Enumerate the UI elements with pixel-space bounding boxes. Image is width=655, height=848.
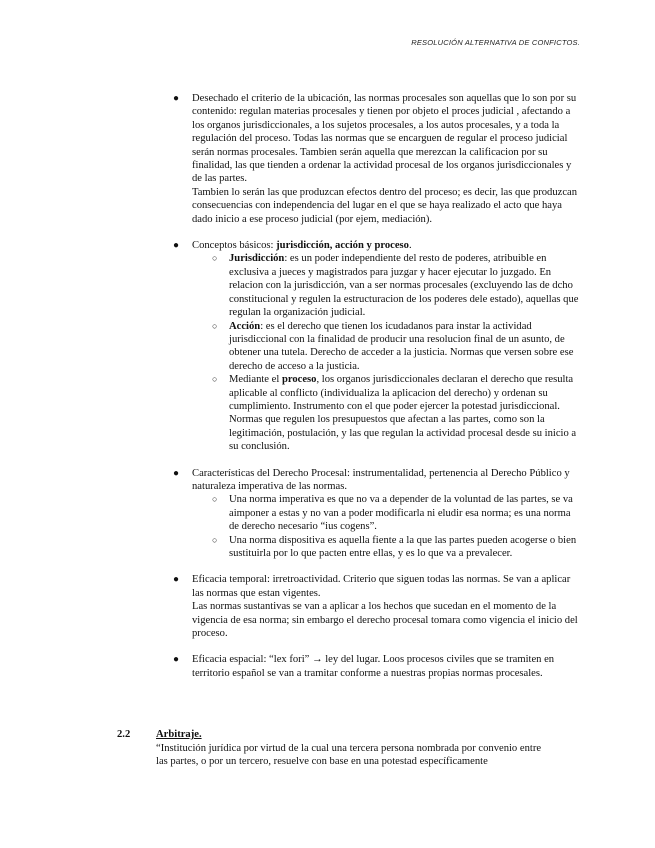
paragraph: Las normas sustantivas se van a aplicar a los hechos que sucedan en el momento de la vigencia de esa norma; sin embargo el derecho procesal tomara como vigencia el inicio del proceso.	[192, 601, 578, 640]
subbullet-icon: ○	[212, 534, 218, 545]
bullet-list	[173, 92, 583, 680]
sub-list-item: ○ Jurisdicción: es un poder independiente del resto de poderes, atribuible en exclusiva a jueces y magistrados para juzgar y hacer ejecutar lo juzgado. En relacion con la jurisdicción, van a ser normas procesales (excluyendo las de dcho constitucional y regulen la estructuracion de los poderes dele estado), aquellas que regulan la organización judicial.	[212, 253, 579, 319]
list-item	[173, 92, 583, 226]
bullet-icon: ●	[173, 574, 180, 586]
bullet-icon: ●	[173, 654, 180, 666]
paragraph: Desechado el criterio de la ubicación, las normas procesales son aquellas que lo son por su contenido: regulan materias procesales y tienen por objeto el proces judicial , afectando a los organos jurisdiccionales, a los sujetos procesales, a los autos procesales, y a toda la regulación del proceso. Todas las normas que se encarguen de regular el proceso judicial serán normas procesales. Tambien serán aquella que merezcan la calificacion por su finalidad, las que tienden a ordenar la actividad procesal de los organos jurisdiccionales y de las partes.	[192, 93, 577, 185]
subbullet-icon: ○	[212, 320, 218, 331]
paragraph: Eficacia temporal: irretroactividad. Criterio que siguen todas las normas. Se van a aplicar las normas que estan vigentes.	[192, 574, 571, 599]
bullet-icon: ●	[173, 240, 180, 252]
bullet-icon: ●	[173, 467, 180, 479]
subbullet-icon: ○	[212, 253, 218, 264]
bullet-icon: ●	[173, 93, 180, 104]
running-header: RESOLUCIÓN ALTERNATIVA DE CONFICTOS.	[411, 38, 580, 47]
sub-list-item: ○ Mediante el proceso, los organos jurisdiccionales declaran el derecho que resulta aplicable al conflicto (individualiza la aplicacion del derecho) y ordenan su cumplimiento. Instrumento con el que poder ejercer la potestad jurisdiccional. Normas que regulen los presupuestos que afectan a las partes, como son la legitimación, postulación, y las que regulan la actividad procesal desde su inicio a su conclusión.	[212, 374, 577, 453]
list-item	[173, 653, 583, 680]
paragraph: Características del Derecho Procesal: instrumentalidad, pertenencia al Derecho Público y naturaleza imperativa de las normas.	[192, 467, 570, 492]
section-number: 2.2	[117, 729, 131, 740]
section-body: “Institución jurídica por virtud de la cual una tercera persona nombrada por convenio entre las partes, o por un tercero, resuelve con base en una potestad específicamente	[156, 743, 542, 768]
subbullet-icon: ○	[212, 494, 218, 505]
paragraph: Conceptos básicos: jurisdicción, acción y proceso.	[192, 240, 412, 252]
sub-list-item: ○ Acción: es el derecho que tienen los icudadanos para instar la actividad jurisdiccional con la finalidad de producir una resolucion final de un asunto, de obtener una tutela. Derecho de acceder a la justicia. Normas que versen sobre ese derecho de acceso a la justicia.	[212, 320, 574, 372]
subbullet-icon: ○	[212, 374, 218, 385]
sub-list-item: ○ Una norma dispositiva es aquella fiente a la que las partes pueden acogerse o bien sustituirla por lo que pacten entre ellas, y es lo que va a prevalecer.	[212, 534, 577, 559]
section-title: Arbitraje.	[156, 729, 202, 740]
sub-list-item: ○ Una norma imperativa es que no va a depender de la voluntad de las partes, se va aimponer a estas y no van a poder modificarla ni eludir esa norma; es una norma de derecho necesario “ius cogens”.	[212, 494, 573, 533]
paragraph: Tambien lo serán las que produzcan efectos dentro del proceso; es decir, las que produzcan consecuencias con independencia del lugar en el que se haya realizado el acto que haya dado inicio a ese proceso judicial (por ejem, mediación).	[192, 186, 578, 225]
paragraph: Eficacia espacial: “lex fori” → ley del lugar. Loos procesos civiles que se tramiten en territorio español se van a tramitar conforme a nuestras propias normas procesales.	[192, 654, 555, 679]
list-item	[173, 467, 583, 494]
list-item	[173, 573, 583, 640]
list-item	[173, 239, 583, 252]
